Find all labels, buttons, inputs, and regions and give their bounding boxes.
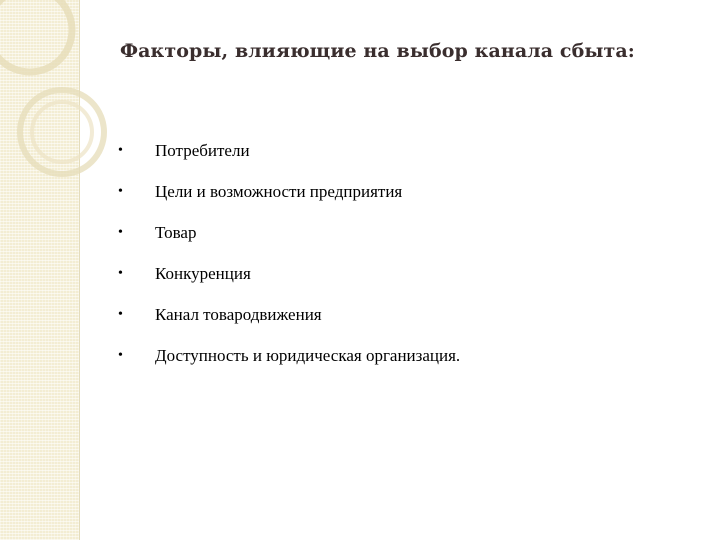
list-item [118,212,678,253]
list-item [118,294,678,335]
list-item-text: Цели и возможности предприятия [155,181,403,201]
list-item [118,130,678,171]
bullet-icon: • [118,265,123,281]
list-item-text: Товар [155,222,197,242]
list-item-text: Потребители [155,140,250,160]
bullet-icon: • [118,306,123,322]
slide-title: Факторы, влияющие на выбор канала сбыта: [120,40,635,62]
bullet-list [118,130,678,376]
list-item-text: Конкуренция [155,263,251,283]
bullet-icon: • [118,183,123,199]
list-item [118,335,678,376]
list-item [118,171,678,212]
list-item-text: Канал товародвижения [155,304,322,324]
list-item [118,253,678,294]
bullet-icon: • [118,142,123,158]
bullet-icon: • [118,224,123,240]
list-item-text: Доступность и юридическая организация. [155,345,461,365]
bullet-icon: • [118,347,123,363]
circle-ornament-icon [0,0,120,200]
